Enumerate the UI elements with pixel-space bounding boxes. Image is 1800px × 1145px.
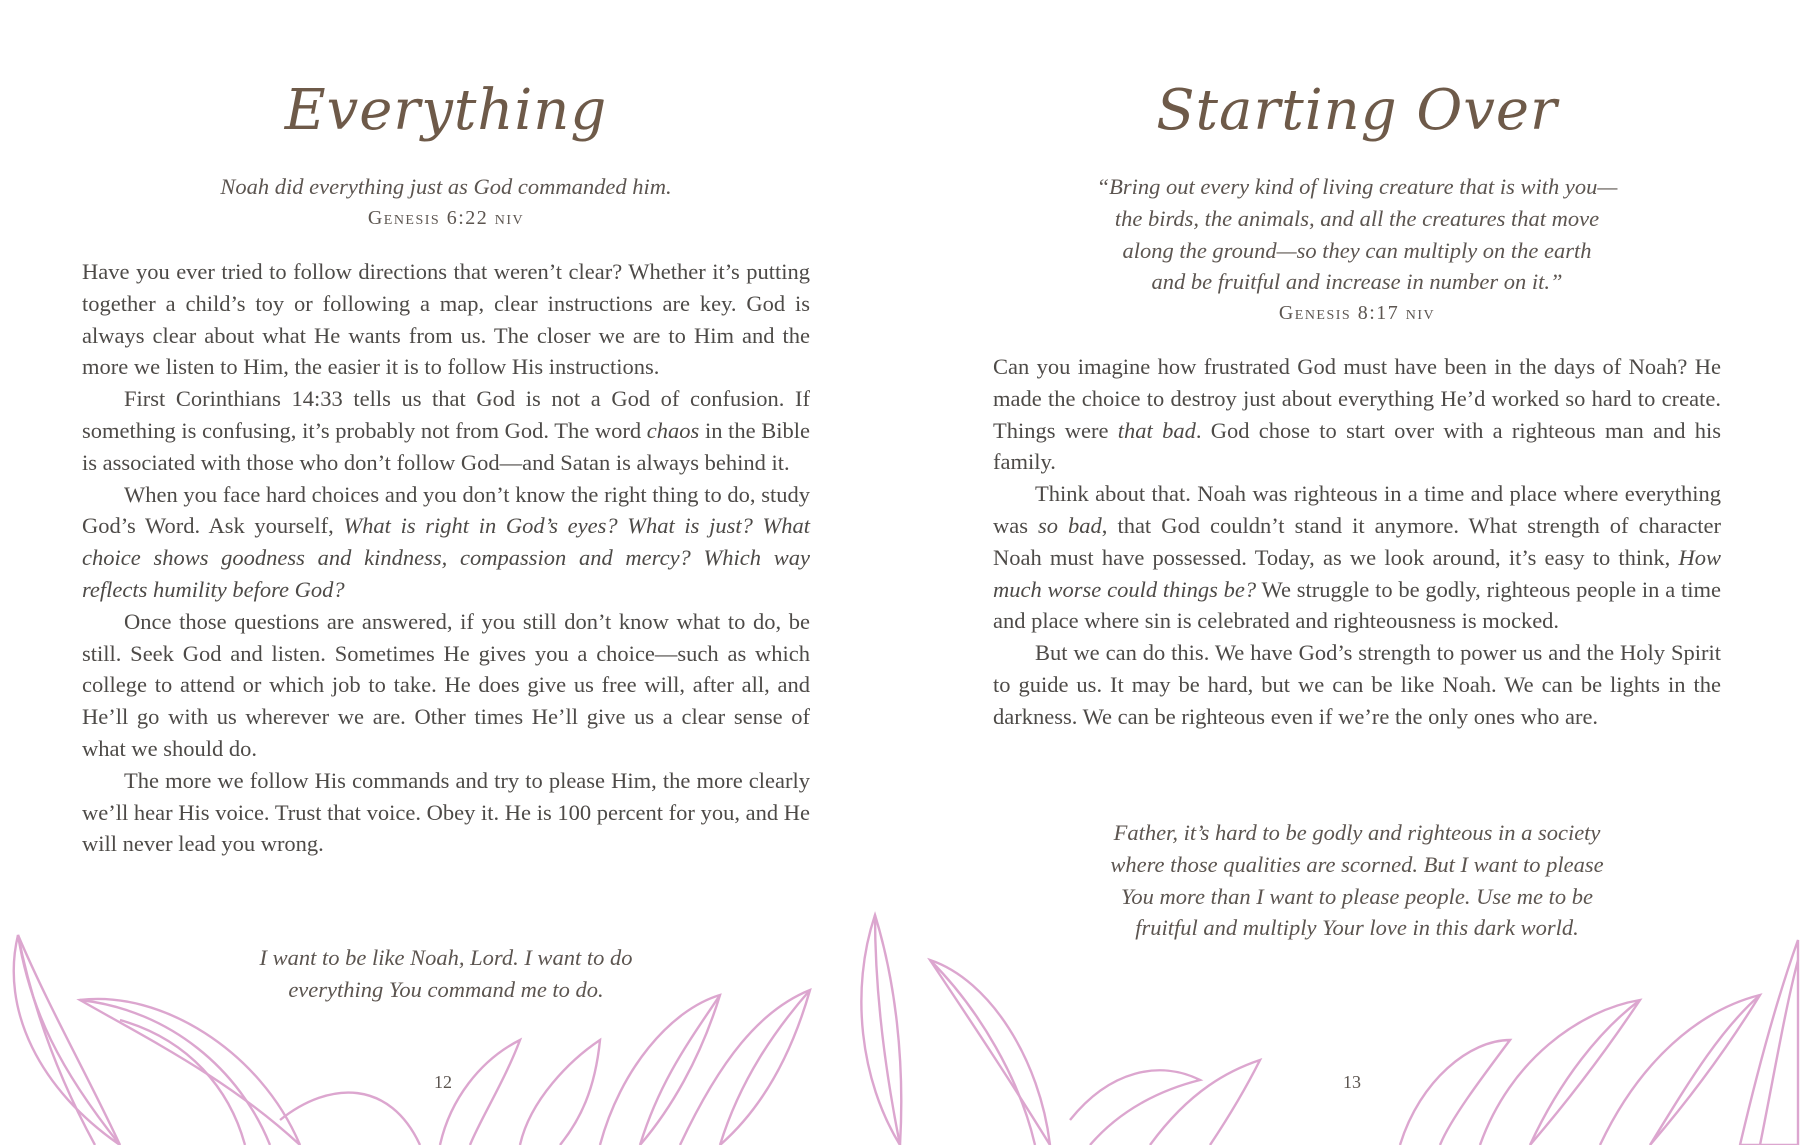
paragraph: But we can do this. We have God’s strength to power us and the Holy Spirit to guide us. It may be hard, but we can be like Noah. We can be lights in the darkness. We can be righteous even if we’re the only ones who are. [993, 640, 1721, 729]
paragraph: The more we follow His commands and try to please Him, the more clearly we’ll hear His voice. Trust that voice. Obey it. He is 100 percent for you, and He will never lead you wrong. [82, 767, 810, 857]
paragraph: Think about that. Noah was righteous in a time and place where everything was so bad, that God couldn’t stand it anymore. What strength of character Noah must have possessed. Today, as we look around, it’s easy to think, How much worse could things be? We struggle to be godly, righteous people in a time and place where sin is celebrated and righteousness is mocked. [993, 481, 1721, 634]
verse-text: Noah did everything just as God commanded him. [220, 174, 672, 199]
page-number: 13 [1343, 1072, 1361, 1092]
prayer: I want to be like Noah, Lord. I want to do everything You command me to do. [259, 945, 633, 1002]
page-number: 12 [434, 1072, 452, 1092]
verse-reference: Genesis 8:17 niv [1278, 302, 1436, 325]
paragraph: Have you ever tried to follow directions that weren’t clear? Whether it’s putting together a child’s toy or following a map, clear instructions are key. God is always clear about what He wants from us. The closer we are to Him and the more we listen to Him, the easier it is to follow His instructions. [82, 259, 810, 380]
paragraph: Can you imagine how frustrated God must have been in the days of Noah? He made the choice to destroy just about everything He’d worked so hard to create. Things were that bad. God chose to start over with a righteous man and his family. [993, 354, 1722, 475]
paragraph: When you face hard choices and you don’t know the right thing to do, study God’s Word. Ask yourself, What is right in God’s eyes? What is just? What choice shows goodness and kindness, compassion and mercy? Which way reflects humility before God? [82, 481, 810, 602]
left-page [82, 0, 810, 1145]
paragraph: Once those questions are answered, if you still don’t know what to do, be still. Seek God and listen. Sometimes He gives you a choice—such as which college to attend or which job to take. He does give us free will, after all, and He’ll go with us wherever we are. Other times He’ll give us a clear sense of what we should do. [82, 608, 810, 761]
devotional-body [993, 351, 1721, 733]
prayer: Father, it’s hard to be godly and righteous in a society where those qualities are scorned. But I want to please You more than I want to please people. Use me to be fruitful and multiply Your love in this dark world. [1110, 820, 1604, 941]
verse-reference: Genesis 6:22 niv [367, 206, 525, 229]
paragraph: First Corinthians 14:33 tells us that God is not a God of confusion. If something is confusing, it’s probably not from God. The word chaos in the Bible is associated with those who don’t follow God—and Satan is always behind it. [82, 386, 810, 475]
page-title: Everything [284, 78, 608, 143]
page-title: Starting Over [1156, 78, 1558, 143]
scripture-verse: “Bring out every kind of living creature that is with you— the birds, the animals, and all the creatures that move along the ground—so they can multiply on the earth and be fruitful and increase in number on it.” Genesis 8:17 niv [993, 171, 1721, 329]
scripture-verse [82, 171, 810, 234]
right-page [993, 0, 1721, 1145]
devotional-body [82, 256, 810, 860]
